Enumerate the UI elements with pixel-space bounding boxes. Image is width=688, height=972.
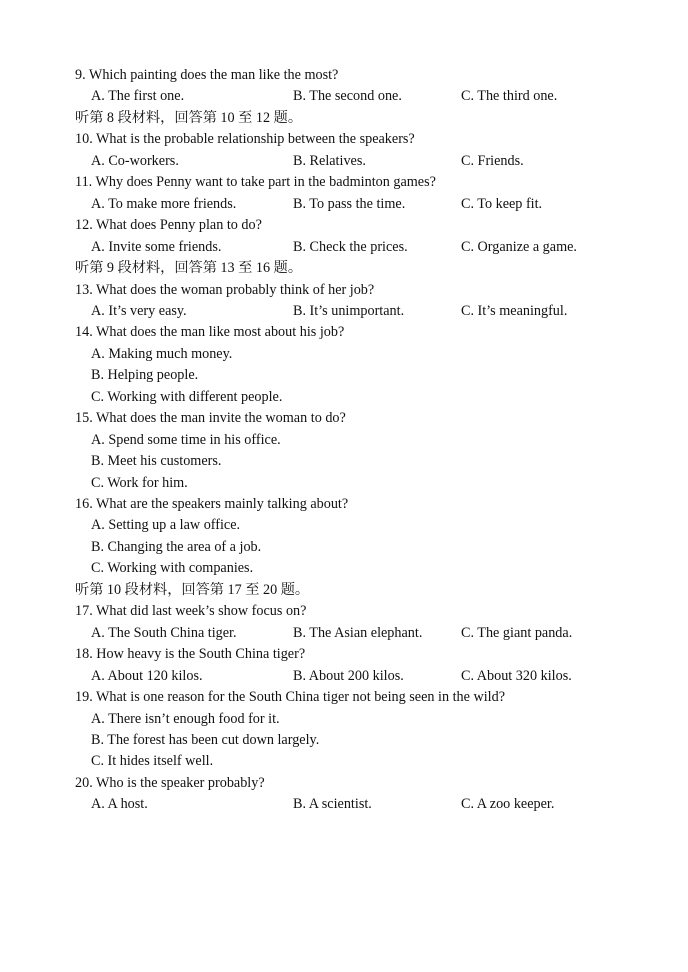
question-text: 16. What are the speakers mainly talking about?	[75, 496, 349, 512]
section-header: 听第 10 段材料，回答第 17 至 20 题。	[75, 581, 310, 598]
option-text: B. About 200 kilos.	[293, 667, 404, 684]
option-text: A. Invite some friends.	[91, 238, 222, 255]
option-text: C. Working with different people.	[91, 388, 283, 405]
option-text: B. To pass the time.	[293, 195, 406, 212]
option-text: A. Spend some time in his office.	[91, 431, 281, 448]
option-text: B. Changing the area of a job.	[91, 538, 262, 555]
question-text: 13. What does the woman probably think of her job?	[75, 281, 375, 298]
question-text: 19. What is one reason for the South China tiger not being seen in the wild?	[75, 689, 506, 706]
option-text: A. There isn’t enough food for it.	[91, 710, 280, 727]
question-text: 11. Why does Penny want to take part in the badminton games?	[75, 174, 436, 191]
option-text: A. The South China tiger.	[91, 624, 237, 641]
question-text: 18. How heavy is the South China tiger?	[75, 646, 306, 663]
option-text: B. Check the prices.	[293, 238, 408, 255]
option-text: B. Helping people.	[91, 367, 199, 384]
option-text: B. Meet his customers.	[91, 453, 222, 470]
option-text: A. Making much money.	[91, 345, 233, 362]
option-text: A. It’s very easy.	[91, 302, 187, 319]
option-text: C. It hides itself well.	[91, 753, 214, 770]
section-header: 听第 8 段材料，回答第 10 至 12 题。	[75, 109, 303, 126]
option-text: B. Relatives.	[293, 152, 366, 169]
option-text: C. A zoo keeper.	[461, 796, 555, 813]
question-text: 17. What did last week’s show focus on?	[75, 603, 307, 620]
question-text: 20. Who is the speaker probably?	[75, 774, 265, 791]
option-text: A. A host.	[91, 796, 148, 813]
option-text: C. Friends.	[461, 152, 524, 169]
option-text: B. The forest has been cut down largely.	[91, 731, 320, 748]
option-text: C. Working with companies.	[91, 560, 254, 577]
question-text: 9. Which painting does the man like the most?	[75, 67, 339, 83]
option-text: B. A scientist.	[293, 796, 372, 813]
option-text: C. About 320 kilos.	[461, 667, 572, 684]
question-text: 15. What does the man invite the woman to do?	[75, 410, 346, 427]
question-text: 14. What does the man like most about his job?	[75, 324, 345, 341]
option-text: C. The third one.	[461, 88, 558, 105]
option-text: C. Organize a game.	[461, 238, 577, 255]
section-header: 听第 9 段材料，回答第 13 至 16 题。	[75, 260, 303, 277]
option-text: A. About 120 kilos.	[91, 667, 203, 684]
option-text: C. The giant panda.	[461, 624, 573, 641]
option-text: A. Setting up a law office.	[91, 517, 241, 534]
option-text: A. Co-workers.	[91, 152, 179, 169]
option-text: B. It’s unimportant.	[293, 302, 405, 319]
option-text: C. It’s meaningful.	[461, 302, 568, 319]
option-text: B. The second one.	[293, 88, 402, 105]
question-text: 10. What is the probable relationship between the speakers?	[75, 131, 415, 148]
option-text: A. The first one.	[91, 88, 185, 105]
option-text: C. To keep fit.	[461, 195, 543, 212]
option-text: A. To make more friends.	[91, 195, 237, 212]
question-text: 12. What does Penny plan to do?	[75, 217, 262, 234]
option-text: B. The Asian elephant.	[293, 624, 423, 641]
option-text: C. Work for him.	[91, 474, 188, 491]
